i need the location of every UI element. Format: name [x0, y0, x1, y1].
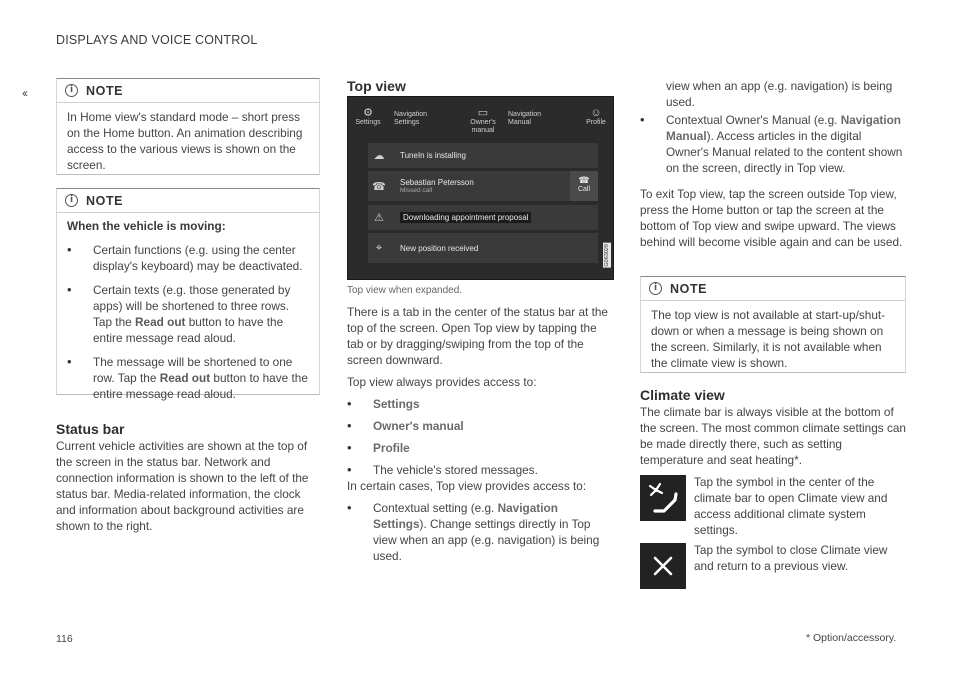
tab-profile: ☺ Profile [582, 107, 610, 127]
note-top-view-unavailable [640, 276, 906, 373]
message-row: ☁ TuneIn is installing [368, 143, 598, 168]
tab-owners-manual: ▭ Owner's manual [466, 107, 500, 135]
message-row: ⌖ New position received [368, 233, 598, 263]
missed-call-icon: ☎ [372, 180, 386, 193]
tab-navigation-settings: Navigation Settings [394, 111, 428, 126]
list-item: • Profile [347, 440, 613, 456]
list-item: • Contextual setting (e.g. Navigation Settings). Change settings directly in Top view when an app (e.g. navigation) is being used. [347, 500, 613, 564]
book-icon: ▭ [477, 107, 489, 119]
status-bar-text: Current vehicle activities are shown at the top of the screen in the status bar. Network and connection information is shown to the left of the status bar. Media-related information, the clock and information about background activities are shown to the right. [56, 439, 309, 533]
list-item: • The message will be shortened to one row. Tap the Read out button to have the entire message read aloud. [67, 354, 309, 402]
read-out-label: Read out [159, 371, 211, 385]
note-title: NOTE [86, 83, 124, 98]
note-title: NOTE [86, 193, 124, 208]
note-vehicle-moving [56, 188, 320, 401]
note-lead: When the vehicle is moving: [67, 219, 226, 233]
read-out-label: Read out [134, 315, 186, 329]
download-cloud-icon: ☁ [373, 150, 385, 162]
top-view-p4: To exit Top view, tap the screen outside Top view, press the Home button or tap the screen at the bottom of Top view and swipe upward. The views behind will become visible again and can be used. [640, 187, 903, 249]
list-item: • Owner's manual [347, 418, 613, 434]
note-header [57, 79, 319, 103]
list-item: • Contextual Owner's Manual (e.g. Navigation Manual). Access articles in the digital Owner's Manual related to the content shown on the screen, directly in Top view. [640, 112, 906, 176]
status-bar-heading: Status bar [56, 421, 125, 437]
info-icon: i [649, 282, 662, 295]
note-header [641, 277, 905, 301]
continued-mark: ‹‹ [22, 86, 26, 100]
top-view-p1: There is a tab in the center of the status bar at the top of the screen. Open Top view by tapping the tab or by dragging/swiping from the top of the screen downward. [347, 305, 608, 367]
climate-symbol-text: Tap the symbol in the center of the climate bar to open Climate view and access additional climate system settings. [694, 475, 888, 537]
message-row: ⚠ Downloading appointment proposal [368, 205, 598, 230]
note-text: In Home view's standard mode – short press on the Home button. An animation describing access to the various views is shown on the screen. [67, 110, 303, 172]
close-icon [652, 555, 674, 577]
note-list [67, 242, 309, 402]
top-view-screenshot [347, 96, 614, 280]
note-text: The top view is not available at start-up/shut-down or when a message is being shown on the screen. Similarly, it is not available when the climate view is shown. [651, 308, 886, 370]
access-list [347, 390, 613, 478]
top-view-p3: In certain cases, Top view provides access to: [347, 479, 587, 493]
warning-icon: ⚠ [374, 212, 384, 224]
tab-settings: ⚙ Settings [355, 107, 381, 126]
image-code: G063029 [604, 244, 610, 267]
close-symbol [640, 543, 686, 589]
person-icon: ☺ [590, 107, 602, 119]
cases-list [347, 496, 613, 564]
note-home-view [56, 78, 320, 175]
climate-view-heading: Climate view [640, 387, 725, 403]
climate-symbol [640, 475, 686, 521]
case1-continuation: view when an app (e.g. navigation) is being used. [666, 79, 893, 109]
gear-icon: ⚙ [363, 107, 373, 119]
section-header: DISPLAYS AND VOICE CONTROL [56, 33, 258, 47]
list-item: • Settings [347, 396, 613, 412]
call-button: ☎ Call [570, 171, 598, 201]
close-symbol-text: Tap the symbol to close Climate view and return to a previous view. [694, 543, 888, 573]
list-item: • Certain functions (e.g. using the center display's keyboard) may be deactivated. [67, 242, 309, 274]
top-view-p2: Top view always provides access to: [347, 375, 537, 389]
tab-navigation-manual: Navigation Manual [508, 111, 542, 126]
location-icon: ⌖ [375, 241, 383, 254]
note-title: NOTE [670, 281, 708, 296]
page-number: 116 [56, 633, 73, 645]
info-icon: i [65, 84, 78, 97]
list-item: • Certain texts (e.g. those generated by apps) will be shortened to three rows. Tap the Read out button to have the entire message read aloud. [67, 282, 309, 346]
note-body [57, 213, 319, 410]
climate-text: The climate bar is always visible at the bottom of the screen. The most common climate settings can be made directly there, such as setting temperature and seat heating*. [640, 405, 906, 467]
message-row: ☎ Sebastian Petersson Missed call ☎ Call [368, 171, 598, 201]
note-header [57, 189, 319, 213]
top-view-heading: Top view [347, 78, 406, 94]
cases-list-cont [640, 106, 906, 176]
info-icon: i [65, 194, 78, 207]
figure-caption: Top view when expanded. [347, 285, 463, 296]
fan-seat-icon [645, 480, 681, 516]
phone-icon: ☎ [578, 175, 590, 185]
list-item: • The vehicle's stored messages. [347, 462, 613, 478]
footnote: * Option/accessory. [806, 632, 897, 644]
